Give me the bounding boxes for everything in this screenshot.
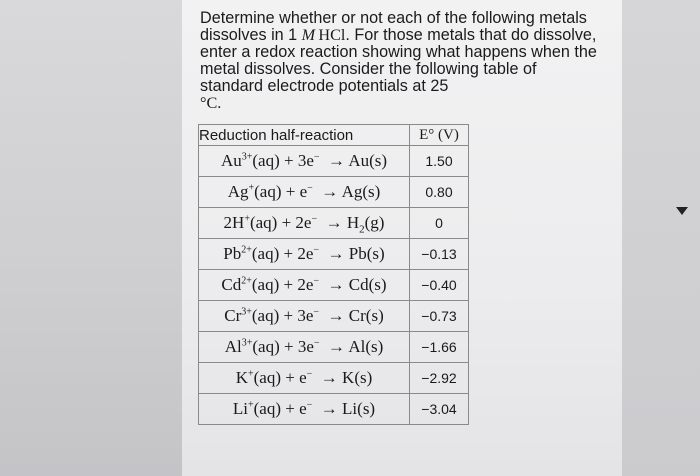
table-row [199, 270, 469, 301]
half-reaction-cr: $Cr^{3+}(aq) + 3e^- \to Cr(s)$ [199, 301, 410, 332]
table-header-row [199, 125, 469, 146]
potential-value: −2.92 [410, 363, 469, 394]
question-part2: . For those metals that do dissolve, enter a redox reaction showing what happens when the metal dissolves. Consider the following table of standard electrode potentials at 25 [200, 26, 597, 95]
question-part1: Determine whether or not each of the following metals dissolves in 1 [200, 9, 587, 44]
potential-value: −0.40 [410, 270, 469, 301]
temperature-unit: °C. [200, 94, 222, 112]
molarity-symbol: M [301, 26, 316, 44]
half-reaction-al: $Al^{3+}(aq) + 3e^- \to Al(s)$ [199, 332, 410, 363]
electrode-potential-table [198, 124, 469, 425]
potential-value: −1.66 [410, 332, 469, 363]
dropdown-arrow-icon[interactable] [676, 207, 688, 215]
half-reaction-ag: Ag+(aq) + e− → Ag(s) [199, 177, 410, 208]
potential-value: 1.50 [410, 146, 469, 177]
table-row [199, 332, 469, 363]
right-panel [622, 0, 700, 476]
header-reaction: Reduction half-reaction [199, 125, 410, 146]
table-row [199, 146, 469, 177]
half-reaction-k: K+(aq) + e− → K(s) [199, 363, 410, 394]
left-panel [0, 0, 182, 476]
table-row [199, 239, 469, 270]
potential-value: −3.04 [410, 394, 469, 425]
table-row [199, 363, 469, 394]
acid-formula: HCl [318, 26, 346, 44]
table-row [199, 301, 469, 332]
header-potential: E° (V) [410, 125, 469, 146]
half-reaction-h: $2H^+(aq) + 2e^- \to H_2(g)$ [199, 208, 410, 239]
half-reaction-cd: $Cd^{2+}(aq) + 2e^- \to Cd(s)$ [199, 270, 410, 301]
potential-value: 0 [410, 208, 469, 239]
question-text [200, 10, 600, 112]
half-reaction-pb: $Pb^{2+}(aq) + 2e^- \to Pb(s)$ [199, 239, 410, 270]
half-reaction-li: Li+(aq) + e− → Li(s) [199, 394, 410, 425]
potential-value: 0.80 [410, 177, 469, 208]
potential-value: −0.73 [410, 301, 469, 332]
potential-value: −0.13 [410, 239, 469, 270]
table-row [199, 394, 469, 425]
table-row [199, 177, 469, 208]
table-row [199, 208, 469, 239]
half-reaction-au: $Au^{3+}(aq) + 3e^- \to Au(s)$ [199, 146, 410, 177]
